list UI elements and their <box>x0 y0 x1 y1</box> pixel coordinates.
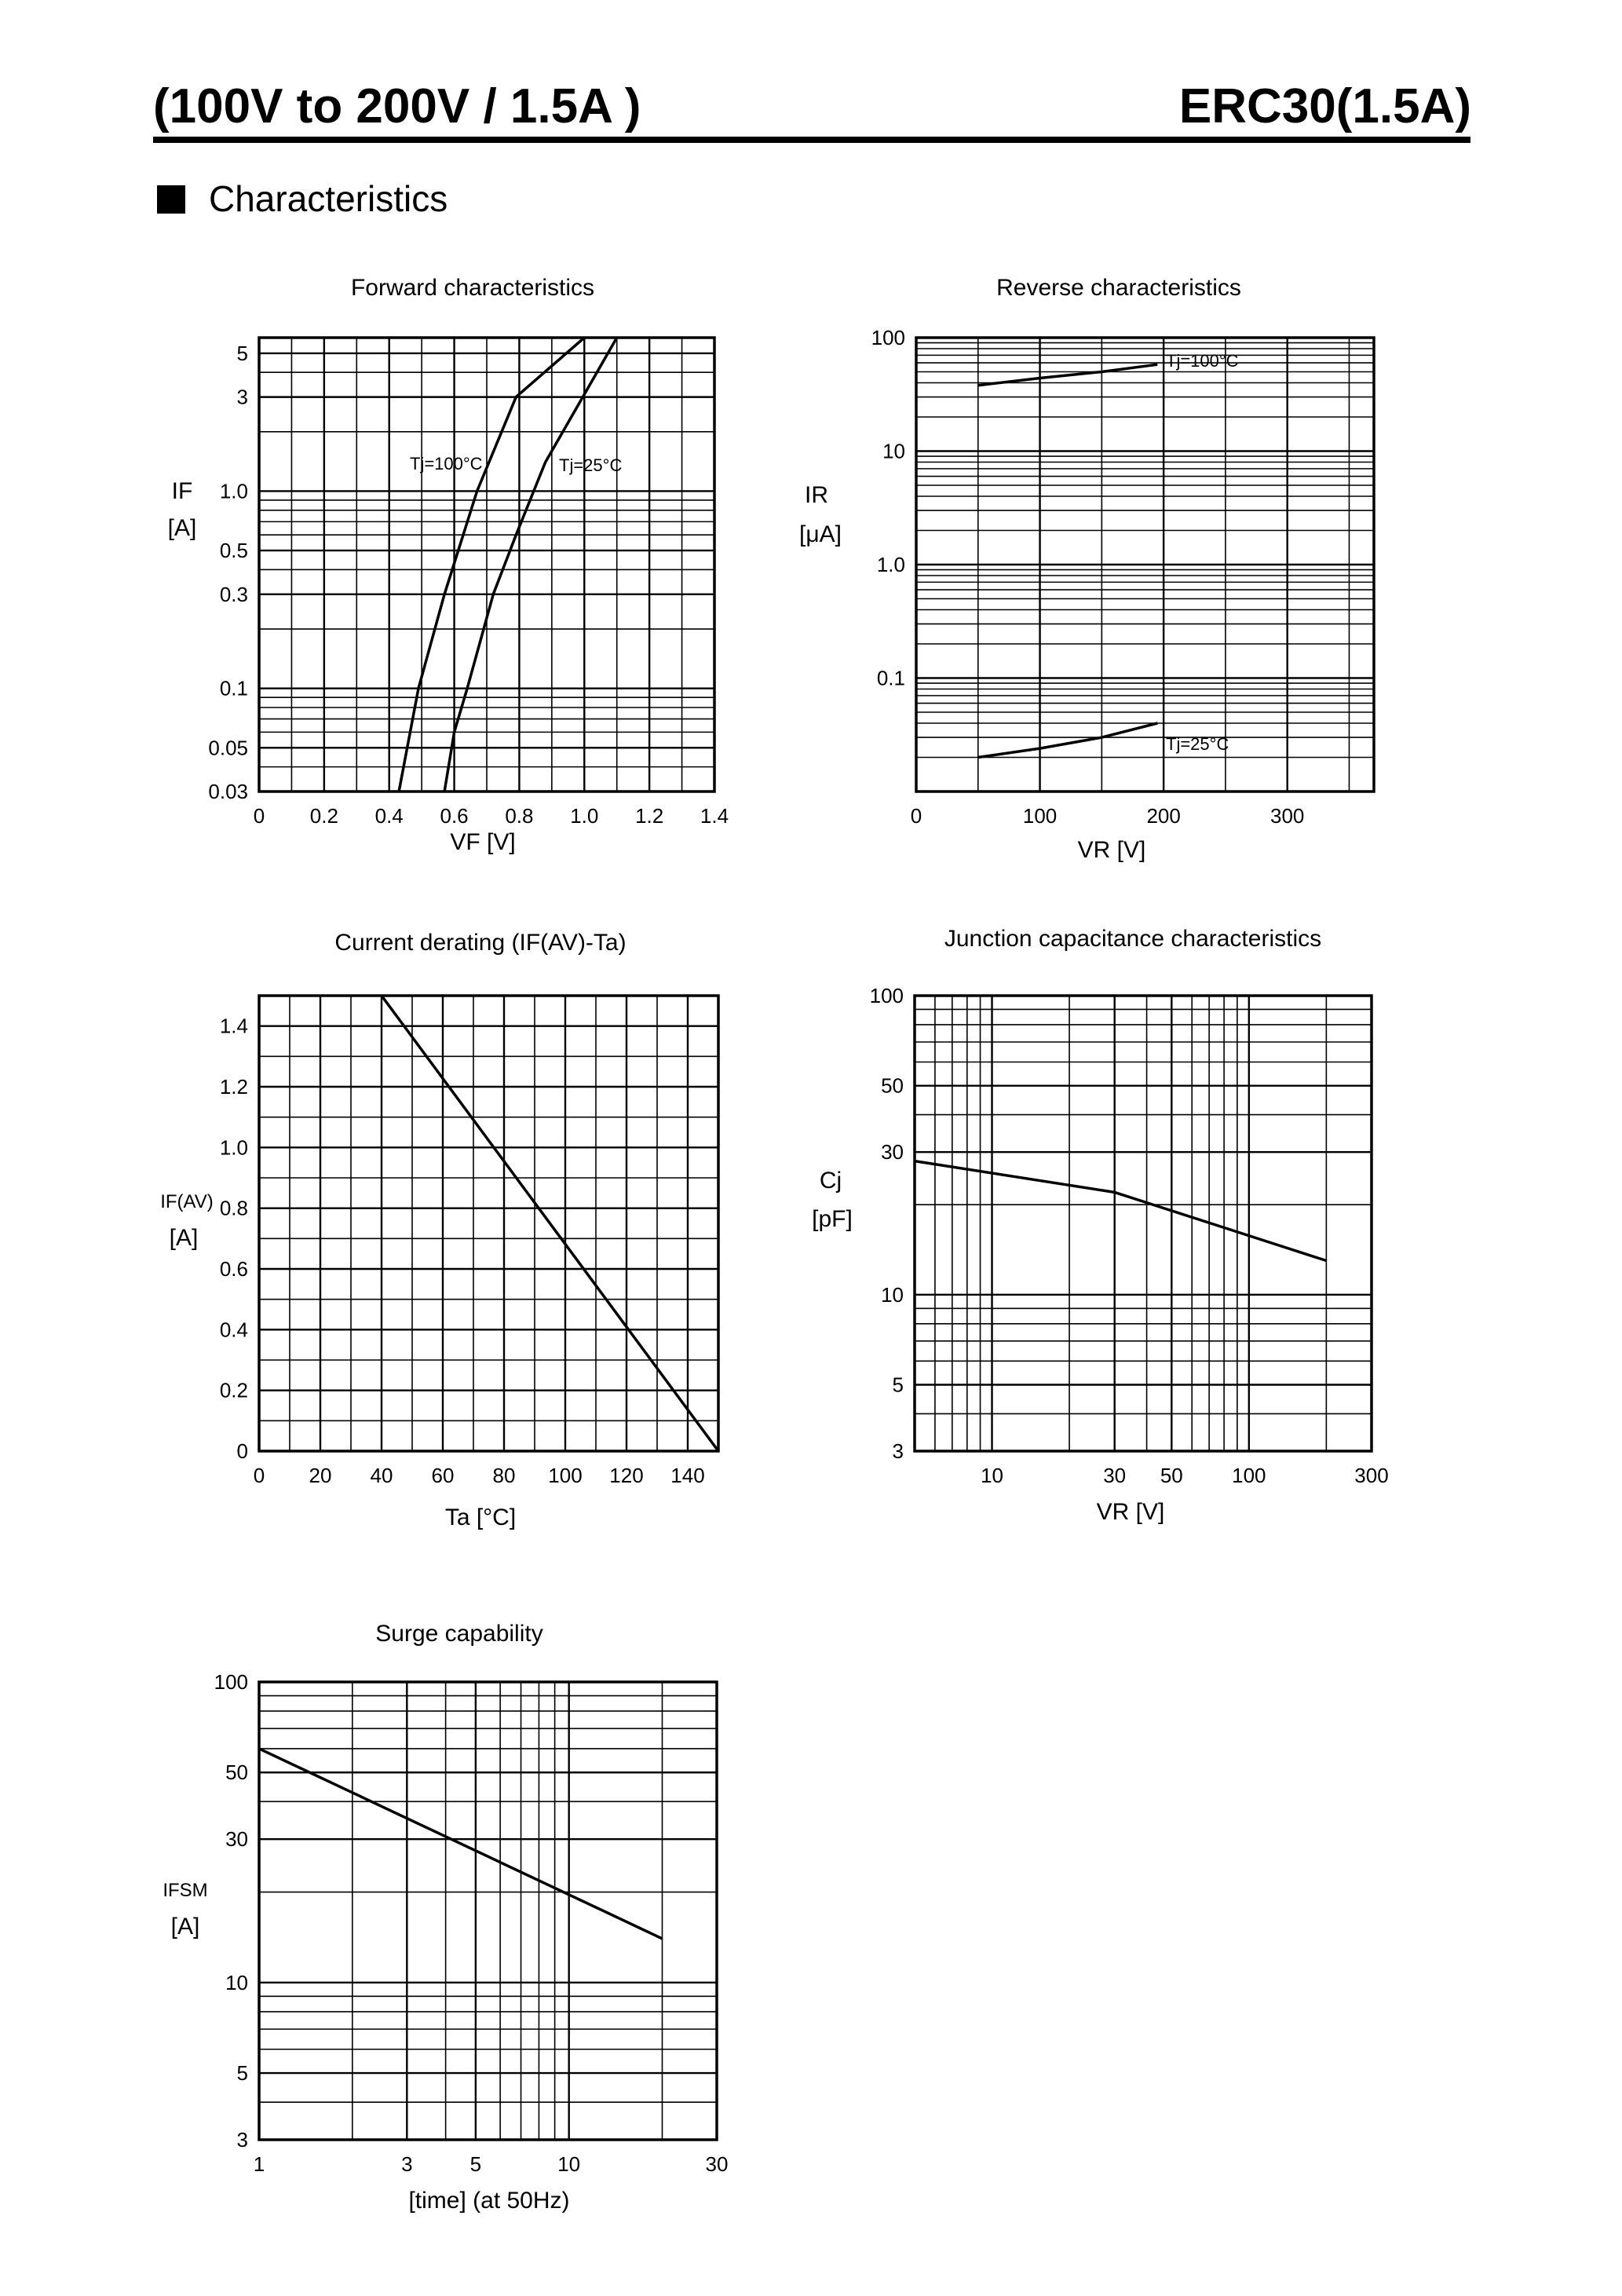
y-tick-label: 3 <box>236 385 248 409</box>
x-tick-label: 10 <box>981 1464 1003 1487</box>
x-tick-label: 200 <box>1146 804 1181 828</box>
chart-title: Reverse characteristics <box>996 275 1241 301</box>
y-axis-label: IF <box>171 478 193 504</box>
x-tick-label: 100 <box>1022 804 1058 828</box>
y-axis-unit: [A] <box>167 515 197 541</box>
section-title: Characteristics <box>209 178 448 219</box>
y-tick-label: 1.0 <box>219 479 248 503</box>
x-tick-label: 140 <box>670 1464 705 1487</box>
curve-label-tj100: Tj=100°C <box>410 454 483 473</box>
y-tick-label: 0.2 <box>219 1378 248 1402</box>
y-tick-label: 10 <box>882 439 905 463</box>
y-tick-label: 0.3 <box>219 582 248 606</box>
x-axis-label: Ta [°C] <box>444 1504 517 1530</box>
data-series-line <box>382 996 718 1451</box>
section-bullet-icon <box>157 185 185 214</box>
y-tick-label: 30 <box>881 1140 904 1164</box>
y-tick-label: 50 <box>881 1073 904 1098</box>
chart-title: Current derating (IF(AV)-Ta) <box>334 930 627 956</box>
x-tick-label: 0.8 <box>505 804 534 828</box>
curve-label-tj25: Tj=25°C <box>559 455 623 475</box>
x-tick-label: 30 <box>705 2152 729 2176</box>
x-tick-label: 1.2 <box>635 804 664 828</box>
x-tick-label: 20 <box>309 1464 332 1487</box>
x-axis-label: [time] (at 50Hz) <box>408 2188 570 2214</box>
y-tick-label: 5 <box>236 2061 248 2086</box>
y-tick-label: 30 <box>225 1827 248 1852</box>
y-axis-label: IFSM <box>163 1880 208 1901</box>
data-series-line <box>444 338 617 792</box>
data-series-line <box>978 364 1158 386</box>
y-tick-label: 3 <box>892 1439 904 1463</box>
x-tick-label: 300 <box>1270 804 1305 828</box>
data-series-line <box>399 338 584 792</box>
plot-frame <box>916 338 1374 792</box>
x-tick-label: 0 <box>253 804 265 828</box>
x-tick-label: 1.0 <box>570 804 599 828</box>
y-axis-unit: [A] <box>169 1225 199 1251</box>
x-axis-label: VR [V] <box>1077 837 1146 863</box>
y-axis-unit: [pF] <box>812 1206 853 1232</box>
y-tick-label: 0.4 <box>219 1318 248 1342</box>
x-tick-label: 300 <box>1354 1464 1389 1487</box>
x-tick-label: 3 <box>401 2152 413 2176</box>
y-tick-label: 1.4 <box>219 1014 248 1038</box>
header-divider <box>153 137 1470 143</box>
x-tick-label: 50 <box>1160 1464 1183 1487</box>
x-tick-label: 100 <box>1232 1464 1266 1487</box>
y-tick-label: 0.05 <box>208 736 248 760</box>
plot-area <box>870 984 1389 1487</box>
y-tick-label: 50 <box>225 1760 248 1785</box>
y-tick-label: 1.0 <box>219 1135 248 1160</box>
y-tick-label: 10 <box>225 1970 248 1994</box>
x-axis-label: VF [V] <box>450 829 516 855</box>
plot-area <box>214 1670 729 2176</box>
data-series-line <box>978 723 1158 758</box>
plot-area <box>208 338 729 828</box>
x-tick-label: 0 <box>910 804 922 828</box>
y-tick-label: 10 <box>881 1282 904 1307</box>
plot-area <box>871 326 1374 828</box>
x-tick-label: 0.4 <box>374 804 404 828</box>
curve-label-tj100: Tj=100°C <box>1166 351 1239 371</box>
y-tick-label: 100 <box>869 984 904 1007</box>
y-tick-label: 0.5 <box>219 539 248 563</box>
y-tick-label: 0.03 <box>208 780 248 803</box>
y-tick-label: 0.8 <box>219 1196 248 1220</box>
plot-frame <box>259 1682 717 2140</box>
plot-area <box>220 996 718 1487</box>
chart-title: Surge capability <box>375 1621 543 1647</box>
data-series-line <box>915 1161 1326 1261</box>
y-axis-label: IF(AV) <box>160 1191 214 1212</box>
plot-frame <box>915 996 1372 1451</box>
x-tick-label: 120 <box>609 1464 644 1487</box>
chart-title: Junction capacitance characteristics <box>944 926 1322 952</box>
x-tick-label: 10 <box>557 2152 581 2176</box>
y-axis-unit: [A] <box>170 1914 200 1940</box>
x-tick-label: 40 <box>370 1464 393 1487</box>
y-tick-label: 1.0 <box>876 553 905 576</box>
y-axis-unit: [μA] <box>799 521 842 547</box>
x-tick-label: 5 <box>469 2152 482 2176</box>
x-tick-label: 100 <box>548 1464 583 1487</box>
plot-frame <box>259 338 714 792</box>
y-tick-label: 0.6 <box>219 1257 248 1281</box>
x-tick-label: 1.4 <box>700 804 729 828</box>
y-tick-label: 0.1 <box>219 676 248 700</box>
y-tick-label: 5 <box>236 341 248 365</box>
x-axis-label: VR [V] <box>1096 1499 1165 1525</box>
x-tick-label: 0 <box>253 1464 265 1487</box>
y-tick-label: 3 <box>236 2128 248 2152</box>
curve-label-tj25: Tj=25°C <box>1166 734 1229 754</box>
part-number: ERC30(1.5A) <box>1178 79 1471 133</box>
plot-frame <box>259 996 718 1451</box>
x-tick-label: 1 <box>253 2152 265 2176</box>
x-tick-label: 0.2 <box>309 804 338 828</box>
data-series-line <box>259 1749 663 1939</box>
x-tick-label: 80 <box>492 1464 516 1487</box>
y-tick-label: 0.1 <box>876 666 905 690</box>
y-tick-label: 100 <box>871 326 905 349</box>
y-axis-label: IR <box>805 482 828 508</box>
y-tick-label: 0 <box>236 1439 248 1463</box>
page-title: (100V to 200V / 1.5A ) <box>153 79 641 133</box>
y-tick-label: 1.2 <box>219 1075 248 1099</box>
y-tick-label: 100 <box>214 1670 248 1694</box>
x-tick-label: 0.6 <box>440 804 469 828</box>
y-tick-label: 5 <box>892 1373 904 1397</box>
y-axis-label: Cj <box>819 1168 842 1194</box>
chart-title: Forward characteristics <box>350 275 595 301</box>
x-tick-label: 60 <box>431 1464 455 1487</box>
x-tick-label: 30 <box>1103 1464 1127 1487</box>
